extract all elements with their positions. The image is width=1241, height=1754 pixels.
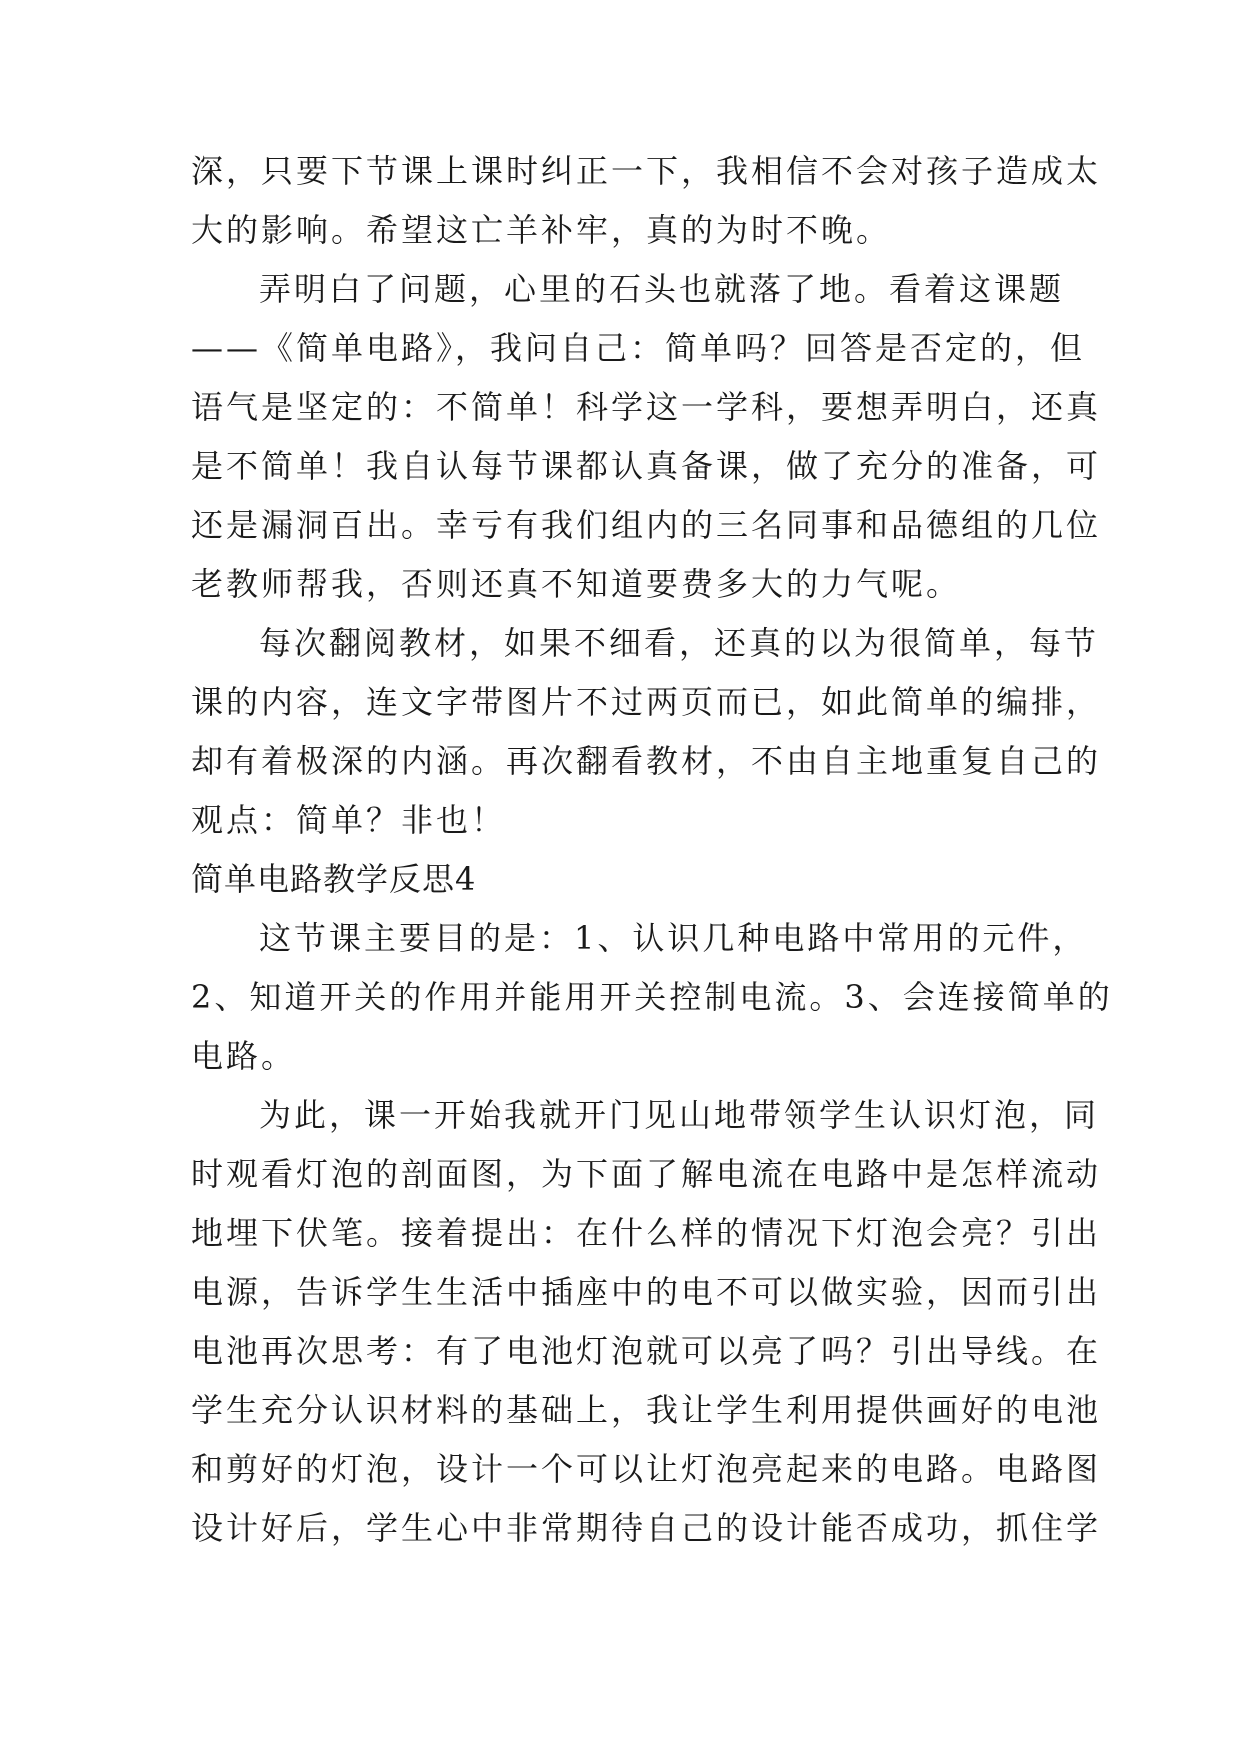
paragraph-line: 还是漏洞百出。幸亏有我们组内的三名同事和品德组的几位 [191,506,1102,544]
paragraph-line: 设计好后，学生心中非常期待自己的设计能否成功，抓住学 [191,1509,1102,1547]
paragraph-line: 电源，告诉学生生活中插座中的电不可以做实验，因而引出 [191,1273,1102,1311]
paragraph-line: 时观看灯泡的剖面图，为下面了解电流在电路中是怎样流动 [191,1155,1102,1193]
paragraph-line: 这节课主要目的是：1、认识几种电路中常用的元件， [259,919,1088,957]
paragraph-line: 课的内容，连文字带图片不过两页而已，如此简单的编排， [191,683,1102,721]
paragraph-line: 地埋下伏笔。接着提出：在什么样的情况下灯泡会亮？引出 [191,1214,1102,1252]
paragraph-line: ——《简单电路》，我问自己：简单吗？回答是否定的，但 [191,329,1086,367]
paragraph-line: 2、知道开关的作用并能用开关控制电流。3、会连接简单的 [191,978,1113,1016]
paragraph-line: 观点：简单？非也！ [191,801,507,839]
paragraph-line: 每次翻阅教材，如果不细看，还真的以为很简单，每节 [259,624,1100,662]
document-page [191,142,1113,1558]
paragraph-line: 老教师帮我，否则还真不知道要费多大的力气呢。 [191,565,962,603]
paragraph-line: 弄明白了问题，心里的石头也就落了地。看着这课题 [259,270,1065,308]
paragraph-line: 深，只要下节课上课时纠正一下，我相信不会对孩子造成太 [191,152,1102,190]
paragraph-line: 电池再次思考：有了电池灯泡就可以亮了吗？引出导线。在 [191,1332,1102,1370]
paragraph-line: 为此，课一开始我就开门见山地带领学生认识灯泡，同 [259,1096,1100,1134]
paragraph-line: 大的影响。希望这亡羊补牢，真的为时不晚。 [191,211,892,249]
paragraph-line: 和剪好的灯泡，设计一个可以让灯泡亮起来的电路。电路图 [191,1450,1102,1488]
paragraph-line: 却有着极深的内涵。再次翻看教材，不由自主地重复自己的 [191,742,1102,780]
paragraph-line: 学生充分认识材料的基础上，我让学生利用提供画好的电池 [191,1391,1102,1429]
section-heading: 简单电路教学反思4 [191,860,477,898]
paragraph-line: 语气是坚定的：不简单！科学这一学科，要想弄明白，还真 [191,388,1102,426]
paragraph-line: 是不简单！我自认每节课都认真备课，做了充分的准备，可 [191,447,1102,485]
paragraph-line: 电路。 [191,1037,297,1075]
